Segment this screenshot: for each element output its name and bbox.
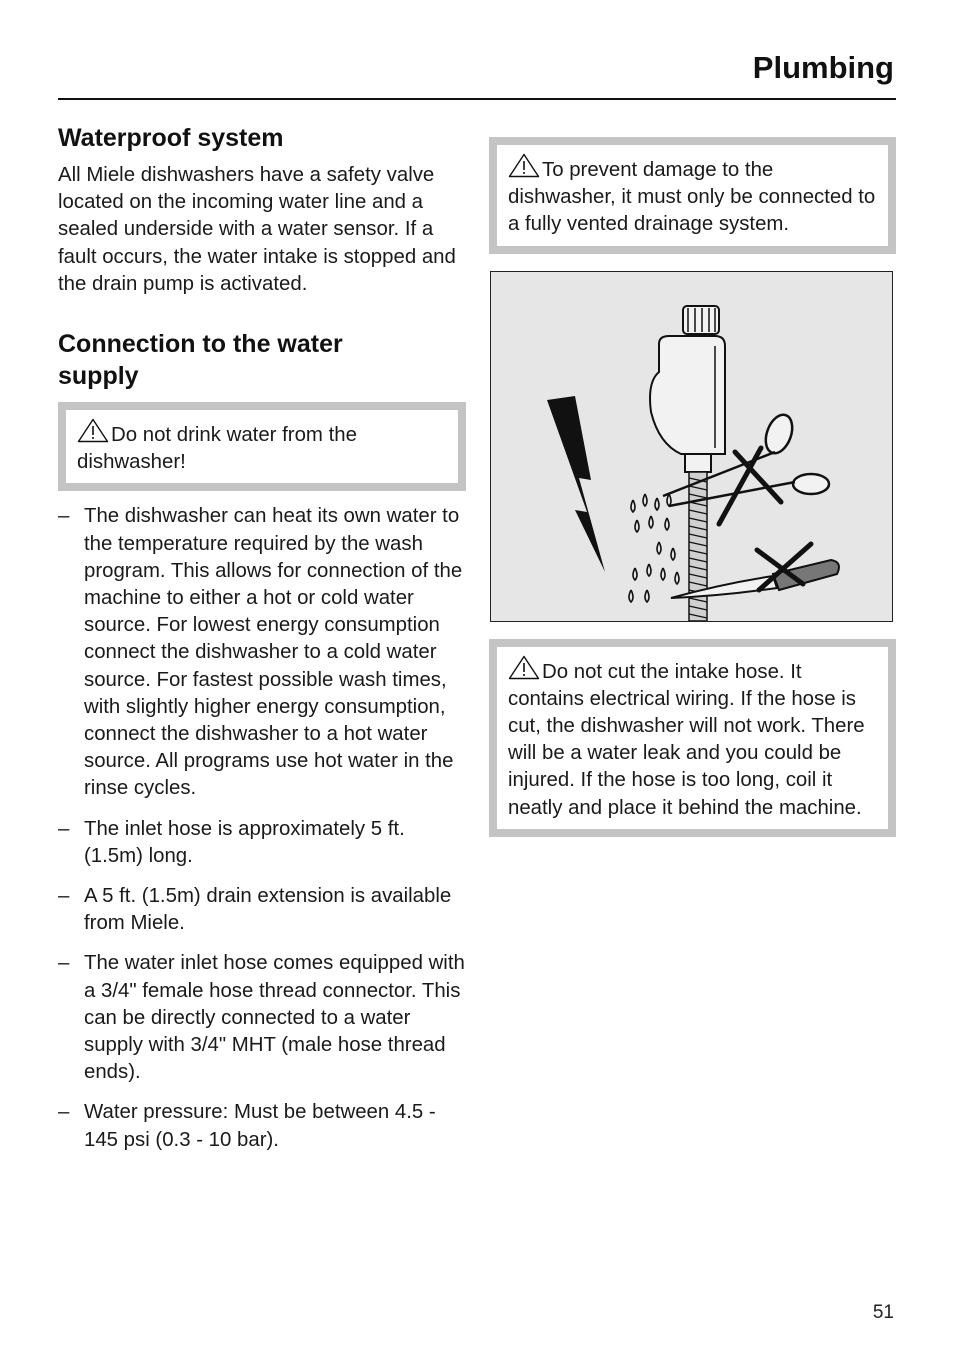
lightning-icon (547, 396, 605, 572)
list-item: – A 5 ft. (1.5m) drain extension is available from Miele. (58, 885, 452, 935)
connection-list (58, 503, 466, 1153)
list-item: – Water pressure: Must be between 4.5 - 145 psi (0.3 - 10 bar). (58, 1101, 436, 1151)
list-item: – The inlet hose is approximately 5 ft. (1.5m) long. (58, 817, 405, 867)
heading-line-2: supply (58, 362, 139, 391)
heading-line-1: Connection to the water (58, 330, 343, 359)
water-spray-icon (629, 494, 679, 602)
page-title: Plumbing (752, 50, 894, 85)
warning-triangle-icon (77, 418, 109, 443)
warning-triangle-icon (508, 655, 540, 680)
header-divider (58, 98, 896, 100)
warning-text: To prevent damage to the dishwasher, it must only be connected to a fully vented drainage system. (508, 159, 876, 236)
dash-bullet: – (58, 952, 70, 975)
warning-text: Do not cut the intake hose. It contains electrical wiring. If the hose is cut, the dishwasher will not work. There will be a water leak and you could be injured. If the hose is too long, coil it neatly and place it behind the machine. (508, 660, 865, 819)
warning-box-hose (489, 639, 896, 837)
dash-bullet: – (58, 885, 70, 908)
waterproof-paragraph: All Miele dishwashers have a safety valve located on the incoming water line and a sealed underside with a water sensor. If a fault occurs, the water intake is stopped and the drain pump is activated. (58, 164, 456, 295)
section-heading-connection (58, 328, 466, 392)
warning-text: Do not drink water from the dishwasher! (77, 424, 357, 474)
page-number: 51 (872, 1302, 894, 1323)
do-not-cut-hose-illustration (491, 272, 892, 621)
dash-bullet: – (58, 505, 70, 528)
section-heading-waterproof: Waterproof system (58, 124, 284, 152)
list-item: – The dishwasher can heat its own water to the temperature required by the wash program. This allows for connection of the machine to either a hot or cold water source. For lowest energy consumption connect the dishwasher to a cold water source. For fastest possible wash times, with slightly higher energy consumption, connect the dishwasher to a hot water source. All programs use hot water in the rinse cycles. (58, 505, 463, 800)
right-column (489, 137, 896, 837)
left-column (58, 122, 466, 1167)
hose-illustration (490, 271, 893, 622)
warning-box-drink (58, 402, 466, 491)
dash-bullet: – (58, 817, 70, 840)
list-item: – The water inlet hose comes equipped with a 3/4" female hose thread connector. This can be directly connected to a water supply with 3/4" MHT (male hose thread ends). (58, 952, 465, 1084)
warning-triangle-icon (508, 153, 540, 178)
dash-bullet: – (58, 1101, 70, 1124)
warning-box-drainage (489, 137, 896, 254)
